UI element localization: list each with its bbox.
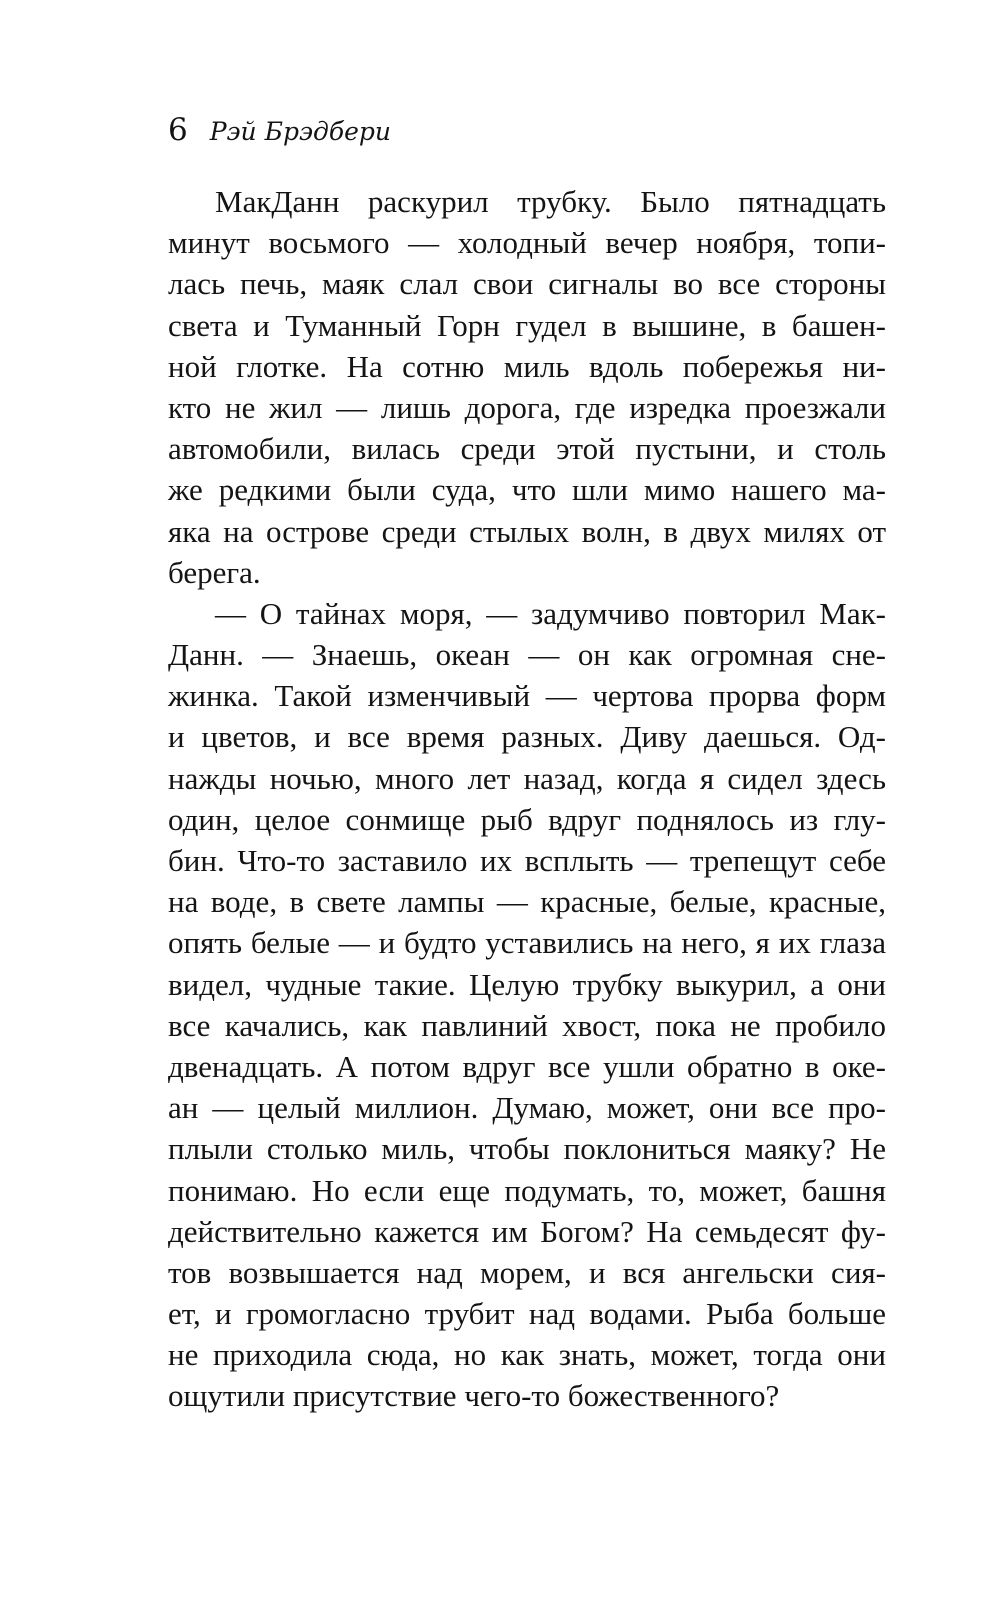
text-line: МакДанн раскурил трубку. Было пятнадцать [215,184,886,219]
text-line: ан — целый миллион. Думаю, может, они все про- [168,1090,886,1126]
body-text [168,181,886,1417]
text-line: двенадцать. А потом вдруг все ушли обратно в оке- [168,1048,886,1084]
text-line: Данн. — Знаешь, океан — он как огромная сне- [168,637,886,673]
text-line: ной глотке. На сотню миль вдоль побережья ни- [168,348,886,384]
running-head [168,112,391,152]
text-line: не приходила сюда, но как знать, может, тогда они [168,1337,886,1373]
text-line: кто не жил — лишь дорога, где изредка проезжали [168,389,886,425]
text-line: жинка. Такой изменчивый — чертова прорва форм [168,678,886,714]
text-line: на воде, в свете лампы — красные, белые, красные, [168,884,886,920]
page-number: 6 [168,112,188,148]
text-line: действительно кажется им Богом? На семьдесят фу- [168,1213,886,1249]
text-line: тов возвышается над морем, и вся ангельски сия- [168,1254,886,1290]
text-line: автомобили, вилась среди этой пустыни, и столь [168,431,886,467]
text-line: все качались, как павлиний хвост, пока не пробило [168,1007,886,1043]
text-line: понимаю. Но если еще подумать, то, может, башня [168,1172,886,1208]
text-line: видел, чудные такие. Целую трубку выкурил, а они [168,966,886,1002]
text-line: яка на острове среди стылых волн, в двух милях от [168,513,886,549]
text-line: опять белые — и будто уставились на него, я их глаза [168,925,886,961]
text-line: света и Туманный Горн гудел в вышине, в башен- [168,307,886,343]
text-line: ет, и громогласно трубит над водами. Рыба больше [168,1296,886,1332]
text-line: нажды ночью, много лет назад, когда я сидел здесь [168,760,886,796]
text-line: плыли столько миль, чтобы поклониться маяку? Не [168,1131,886,1167]
text-line: один, целое сонмище рыб вдруг поднялось из глу- [168,801,886,837]
text-line: лась печь, маяк слал свои сигналы во все стороны [168,266,886,302]
text-line: бин. Что-то заставило их всплыть — трепещут себе [168,843,886,878]
text-line: же редкими были суда, что шли мимо нашего ма- [168,472,886,508]
text-line: и цветов, и все время разных. Диву даешься. Од- [168,719,886,755]
text-line: ощутили присутствие чего-то божественного? [168,1378,780,1414]
paragraph-1 [168,181,886,593]
paragraph-2 [168,593,886,1417]
text-line: берега. [168,554,261,590]
text-line: — О тайнах моря, — задумчиво повторил Мак- [215,595,886,631]
text-line: минут восьмого — холодный вечер ноября, топи- [168,225,886,261]
author-name: Рэй Брэдбери [209,117,391,146]
